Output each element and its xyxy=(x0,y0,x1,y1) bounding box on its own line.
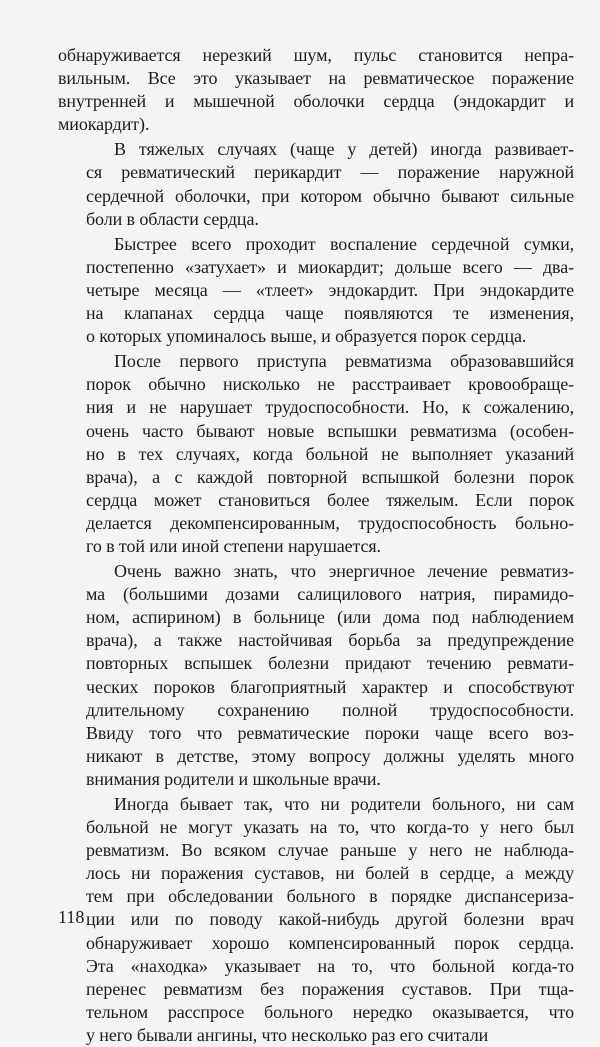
text-line: После первого приступа ревматизма образовавшийся xyxy=(114,351,574,372)
paragraph xyxy=(58,44,574,136)
text-line: врача), а с каждой повторной вспышкой болезни порок xyxy=(86,466,574,487)
text-line: В тяжелых случаях (чаще у детей) иногда развивает- xyxy=(114,139,574,160)
paragraph xyxy=(58,560,574,791)
text-line: ном, аспирином) в больнице (или дома под наблюдением xyxy=(86,607,574,628)
paragraph xyxy=(58,138,574,230)
text-line: у него бывали ангины, что несколько раз его считали xyxy=(86,1024,489,1045)
text-line: внимания родители и школьные врачи. xyxy=(86,768,381,789)
text-line: миокардит). xyxy=(58,114,150,135)
text-line: перенес ревматизм без поражения суставов. При тща- xyxy=(86,978,574,999)
text-line: Эта «находка» указывает на то, что больной когда-то xyxy=(86,955,574,976)
text-line: ся ревматический перикардит — поражение наружной xyxy=(86,162,574,183)
text-line: Ввиду того что ревматические пороки чаще всего воз- xyxy=(86,722,574,743)
text-line: на клапанах сердца чаще появляются те изменения, xyxy=(86,303,574,324)
text-line: ции или по поводу какой-нибудь другой болезни врач xyxy=(86,909,574,930)
text-line: повторных вспышек болезни придают течению ревмати- xyxy=(86,653,574,674)
text-line: длительному сохранению полной трудоспособности. xyxy=(86,699,574,720)
text-line: никают в детстве, этому вопросу должны уделять много xyxy=(86,745,574,766)
page-body xyxy=(58,44,574,1047)
text-line: четыре месяца — «тлеет» эндокардит. При эндокардите xyxy=(86,279,574,300)
text-line: обнаруживает хорошо компенсированный порок сердца. xyxy=(86,932,574,953)
text-line: боли в области сердца. xyxy=(86,208,259,229)
text-line: тельном расспросе больного нередко оказывается, что xyxy=(86,1001,574,1022)
text-line: лось ни поражения суставов, ни болей в сердце, а между xyxy=(86,863,574,884)
text-line: ревматизм. Во всяком случае раньше у него не наблюда- xyxy=(86,840,574,861)
text-line: ческих пороков благоприятный характер и способствуют xyxy=(86,676,574,697)
text-line: Очень важно знать, что энергичное лечение ревматиз- xyxy=(114,561,574,582)
text-line: о которых упоминалось выше, и образуется порок сердца. xyxy=(86,326,527,347)
text-line: го в той или иной степени нарушается. xyxy=(86,535,381,556)
text-line: Быстрее всего проходит воспаление сердечной сумки, xyxy=(114,233,574,254)
text-line: сердца может становиться более тяжелым. Если порок xyxy=(86,489,574,510)
text-line: обнаруживается нерезкий шум, пульс становится непра- xyxy=(58,45,574,65)
text-line: Иногда бывает так, что ни родители больного, ни сам xyxy=(114,794,574,814)
text-line: врача), а также настойчивая борьба за предупреждение xyxy=(86,630,574,651)
text-line: но в тех случаях, когда больной не выполняет указаний xyxy=(86,443,574,464)
text-line: порок обычно нисколько не расстраивает кровообраще- xyxy=(86,374,574,395)
text-line: тем при обследовании больного в порядке диспансериза- xyxy=(86,886,574,907)
text-line: больной не могут указать на то, что когда-то у него был xyxy=(86,817,574,838)
text-line: очень часто бывают новые вспышки ревматизма (особен- xyxy=(86,420,574,441)
text-line: вильным. Все это указывает на ревматическое поражение xyxy=(58,68,574,89)
text-line: внутренней и мышечной оболочки сердца (эндокардит и xyxy=(58,91,574,112)
paragraph xyxy=(58,350,574,558)
text-line: делается декомпенсированным, трудоспособность больно- xyxy=(86,512,574,533)
page-number: 118 xyxy=(58,907,85,927)
text-line: ма (большими дозами салицилового натрия, пирамидо- xyxy=(86,584,574,605)
paragraph xyxy=(58,793,574,1047)
paragraph xyxy=(58,233,574,348)
text-line: ния и не нарушает трудоспособности. Но, к сожалению, xyxy=(86,397,574,418)
text-line: сердечной оболочки, при котором обычно бывают сильные xyxy=(86,185,574,206)
text-line: постепенно «затухает» и миокардит; дольше всего — два- xyxy=(86,256,574,277)
